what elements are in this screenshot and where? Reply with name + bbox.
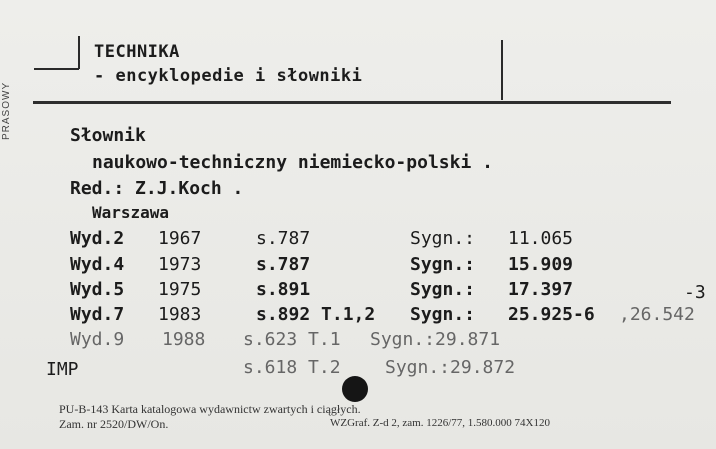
entry-place: Warszawa xyxy=(92,203,170,222)
edition-pages: s.623 T.1 xyxy=(243,329,341,350)
edition-sygn: 25.925-6 xyxy=(508,304,595,325)
edition-pages: s.618 T.2 xyxy=(243,357,341,378)
entry-editor: Red.: Z.J.Koch . xyxy=(70,178,244,199)
edition-sygn-label: Sygn.: xyxy=(410,279,476,300)
header-rule-right xyxy=(501,40,503,100)
footer-order-number: Zam. nr 2520/DW/On. xyxy=(59,417,169,431)
edition-sygn: 17.397 xyxy=(508,279,574,300)
edition-number: Wyd.7 xyxy=(70,304,125,325)
header-tick xyxy=(78,36,80,69)
header-rule-left xyxy=(34,68,79,70)
edition-number: Wyd.4 xyxy=(70,254,125,275)
punch-hole xyxy=(342,376,368,402)
entry-subtitle: naukowo-techniczny niemiecko-polski . xyxy=(92,152,493,173)
side-tab-label: PRASOWY xyxy=(1,81,12,140)
edition-sygn-label: Sygn.: xyxy=(410,254,476,275)
edition-number: Wyd.5 xyxy=(70,279,125,300)
header-subtitle: - encyklopedie i słowniki xyxy=(94,66,363,86)
edition-sygn-label: Sygn.: xyxy=(410,228,476,249)
edition-number: Wyd.9 xyxy=(70,329,125,350)
edition-year: 1988 xyxy=(162,329,206,350)
edition-pages: s.787 xyxy=(256,254,311,275)
edition-pages: s.787 xyxy=(256,228,311,249)
edition-year: 1983 xyxy=(158,304,202,325)
header-divider xyxy=(33,101,671,104)
header-title: TECHNIKA xyxy=(94,42,180,62)
edition-sygn: Sygn.:29.871 xyxy=(370,329,501,350)
entry-title: Słownik xyxy=(70,125,146,146)
edition-year: 1975 xyxy=(158,279,202,300)
edition-year: 1973 xyxy=(158,254,202,275)
edition-sygn: 15.909 xyxy=(508,254,574,275)
edition-year: 1967 xyxy=(158,228,202,249)
edition-number: Wyd.2 xyxy=(70,228,125,249)
edition-sygn: 11.065 xyxy=(508,228,574,249)
margin-note: -3 xyxy=(684,282,706,303)
edition-sygn: Sygn.:29.872 xyxy=(385,357,516,378)
edition-pages: s.892 T.1,2 xyxy=(256,304,376,325)
footer-printer: WZGraf. Z-d 2, zam. 1226/77, 1.580.000 74X120 xyxy=(330,417,550,429)
edition-pages: s.891 xyxy=(256,279,311,300)
footer-form-line: PU-B-143 Karta katalogowa wydawnictw zwartych i ciągłych. xyxy=(59,402,361,416)
extra-sygn: ,26.542 xyxy=(619,304,695,325)
edition-number: IMP xyxy=(46,359,79,380)
edition-sygn-label: Sygn.: xyxy=(410,304,476,325)
